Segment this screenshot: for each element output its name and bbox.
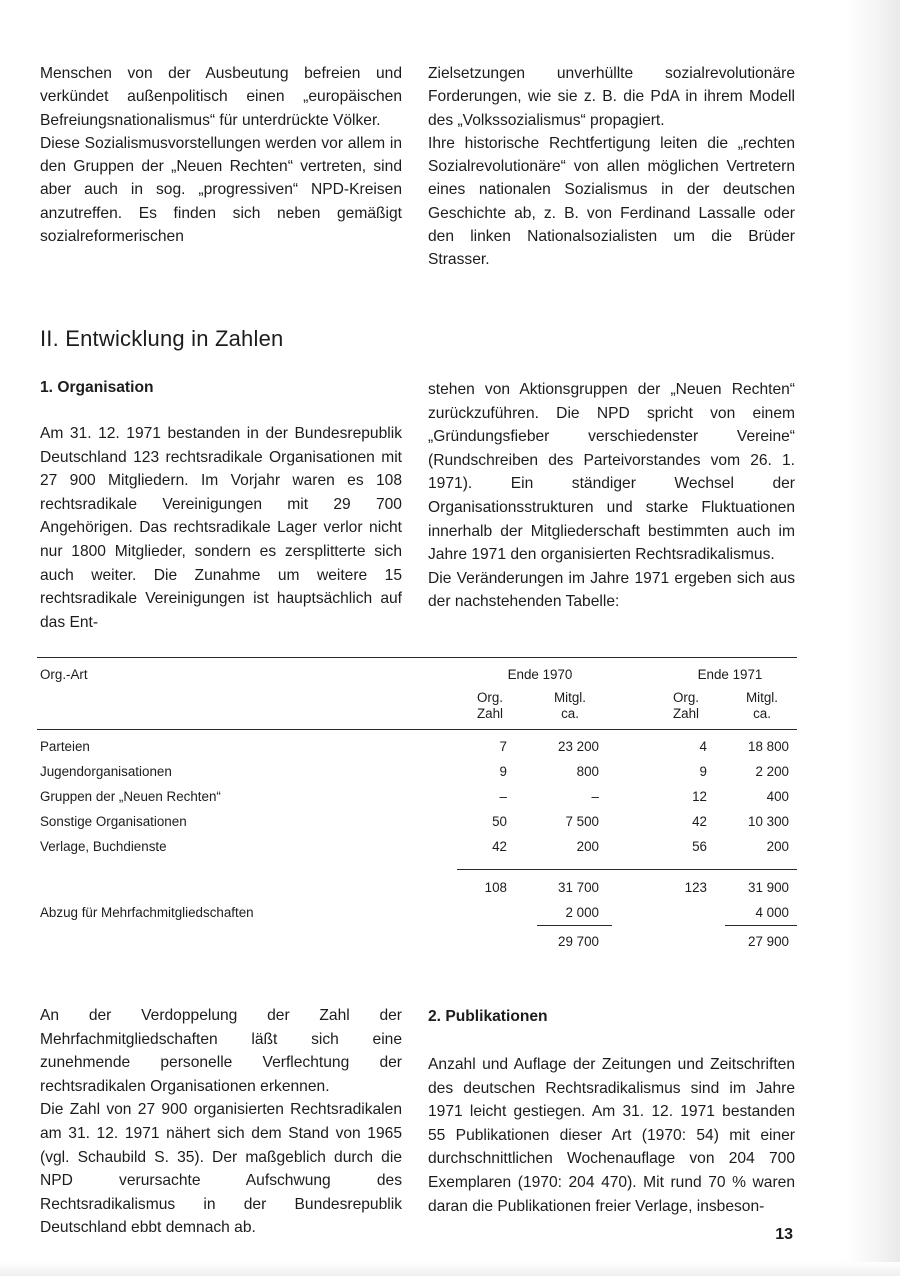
table-cell: 23 200 <box>558 739 599 754</box>
paragraph: Menschen von der Ausbeutung befreien und verkündet außenpolitisch einen „europäischen Befreiungsnationalismus“ für unterdrückte Völker. <box>40 65 402 129</box>
table-net-cell: 29 700 <box>558 934 599 949</box>
bottom-left-column <box>40 1004 402 1240</box>
table-cell: 4 <box>699 739 707 754</box>
top-right-column <box>428 62 795 272</box>
table-cell: 2 000 <box>565 905 599 920</box>
table-cell: 18 800 <box>748 739 789 754</box>
table-cell: 42 <box>492 839 507 854</box>
bottom-right-column <box>428 1005 795 1218</box>
table-row-label: Abzug für Mehrfachmitgliedschaften <box>40 905 254 920</box>
table-cell: 400 <box>766 789 789 804</box>
subheader-ca: ca. <box>753 706 771 721</box>
table-row-label: Verlage, Buchdienste <box>40 839 167 854</box>
subheader-mitgl: Mitgl. <box>554 690 586 705</box>
paragraph: Zielsetzungen unverhüllte sozialrevolutionäre Forderungen, wie sie z. B. die PdA in ihrem Modell des „Volkssozialismus“ propagiert. <box>428 65 795 129</box>
net-rule-1970 <box>537 925 612 926</box>
table-sum-cell: 108 <box>484 880 507 895</box>
section-heading: II. Entwicklung in Zahlen <box>40 326 284 351</box>
table-cell: 56 <box>692 839 707 854</box>
table-cell: 200 <box>576 839 599 854</box>
table-row-label: Sonstige Organisationen <box>40 814 187 829</box>
paragraph: Die Veränderungen im Jahre 1971 ergeben sich aus der nachstehenden Tabelle: <box>428 569 795 611</box>
table-row-label: Jugendorganisationen <box>40 764 172 779</box>
table-cell: 800 <box>576 764 599 779</box>
table-cell: 9 <box>699 764 707 779</box>
table-cell: 42 <box>692 814 707 829</box>
column-header-1971: Ende 1971 <box>697 667 763 682</box>
subsection-heading: 1. Organisation <box>40 379 154 396</box>
paragraph: Am 31. 12. 1971 bestanden in der Bundesrepublik Deutschland 123 rechtsradikale Organisationen mit 27 900 Mitgliedern. Im Vorjahr waren es 108 rechtsradikale Vereinigungen mit 29 700 Angehörigen. Das rechtsradikale Lager verlor nicht nur 1800 Mitglieder, sondern es zersplitterte sich auch weiter. Die Zunahme um weitere 15 rechtsradikale Vereinigungen ist hauptsächlich auf das Ent- <box>40 425 402 631</box>
subheader-org: Org. <box>476 690 504 705</box>
page-number: 13 <box>775 1226 793 1243</box>
table-cell: – <box>591 789 599 804</box>
subheader-org: Org. <box>672 690 700 705</box>
table-row-label: Parteien <box>40 739 90 754</box>
table-top-rule <box>37 657 797 658</box>
table-cell: 9 <box>499 764 507 779</box>
column-header-1970: Ende 1970 <box>507 667 573 682</box>
table-cell: 200 <box>766 839 789 854</box>
subheader-zahl: Zahl <box>672 706 700 721</box>
table-sum-cell: 31 900 <box>748 880 789 895</box>
table-header-rule <box>37 729 797 730</box>
paragraph: Die Zahl von 27 900 organisierten Rechtsradikalen am 31. 12. 1971 nähert sich dem Stand von 1965 (vgl. Schaubild S. 35). Der maßgeblich durch die NPD verursachte Aufschwung des Rechtsradikalismus in der Bundesrepublik Deutschland ebbt demnach ab. <box>40 1101 402 1237</box>
page-bottom-edge <box>0 1262 900 1276</box>
paragraph: Diese Sozialismusvorstellungen werden vor allem in den Gruppen der „Neuen Rechten“ vertreten, sind aber auch in sog. „progressiven“ NPD-Kreisen anzutreffen. Es finden sich neben gemäßigt sozialreformerischen <box>40 134 402 246</box>
organisation-right-column <box>428 378 795 614</box>
table-sum-cell: 31 700 <box>558 880 599 895</box>
table-net-cell: 27 900 <box>748 934 789 949</box>
subsection-heading: 2. Publikationen <box>428 1008 548 1025</box>
subheader-ca: ca. <box>561 706 579 721</box>
table-cell: 2 200 <box>755 764 789 779</box>
paragraph: Anzahl und Auflage der Zeitungen und Zeitschriften des deutschen Rechtsradikalismus sind im Jahre 1971 leicht gestiegen. Am 31. 12. 1971 bestanden 55 Publikationen dieser Art (1970: 54) mit einer durchschnittlichen Wochenauflage von 204 700 Exemplaren (1970: 204 470). Mit rund 70 % waren daran die Publikationen freier Verlage, insbeson- <box>428 1056 795 1215</box>
table-sum-cell: 123 <box>684 880 707 895</box>
table-row-label: Gruppen der „Neuen Rechten“ <box>40 789 221 804</box>
table-cell: – <box>499 789 507 804</box>
paragraph: Ihre historische Rechtfertigung leiten die „rechten Sozialrevolutionäre“ von allen möglichen Vertretern eines nationalen Sozialismus in der deutschen Geschichte ab, z. B. von Ferdinand Lassalle oder den linken Nationalsozialisten um die Brüder Strasser. <box>428 134 795 269</box>
organisation-table <box>37 657 797 955</box>
net-rule-1971 <box>725 925 797 926</box>
top-left-column <box>40 62 402 248</box>
sum-rule <box>457 869 797 870</box>
organisation-left-column <box>40 376 402 634</box>
paragraph: stehen von Aktionsgruppen der „Neuen Rechten“ zurückzuführen. Die NPD spricht von einem „Gründungsfieber verschiedenster Vereine“ (Rundschreiben des Parteivorstandes vom 26. 1. 1971). Ein ständiger Wechsel der Organisationsstrukturen und starke Fluktuationen innerhalb der Mitgliederschaft bestimmten auch im Jahre 1971 den organisierten Rechtsradikalismus. <box>428 381 795 564</box>
table-cell: 7 <box>499 739 507 754</box>
subheader-mitgl: Mitgl. <box>746 690 778 705</box>
column-header-org-art: Org.-Art <box>40 667 88 682</box>
table-cell: 50 <box>492 814 507 829</box>
subheader-zahl: Zahl <box>476 706 504 721</box>
table-cell: 12 <box>692 789 707 804</box>
page-shadow-edge <box>845 0 900 1276</box>
table-cell: 10 300 <box>748 814 789 829</box>
table-cell: 7 500 <box>565 814 599 829</box>
table-cell: 4 000 <box>755 905 789 920</box>
paragraph: An der Verdoppelung der Zahl der Mehrfachmitgliedschaften läßt sich eine zunehmende personelle Verflechtung der rechtsradikalen Organisationen erkennen. <box>40 1007 402 1095</box>
